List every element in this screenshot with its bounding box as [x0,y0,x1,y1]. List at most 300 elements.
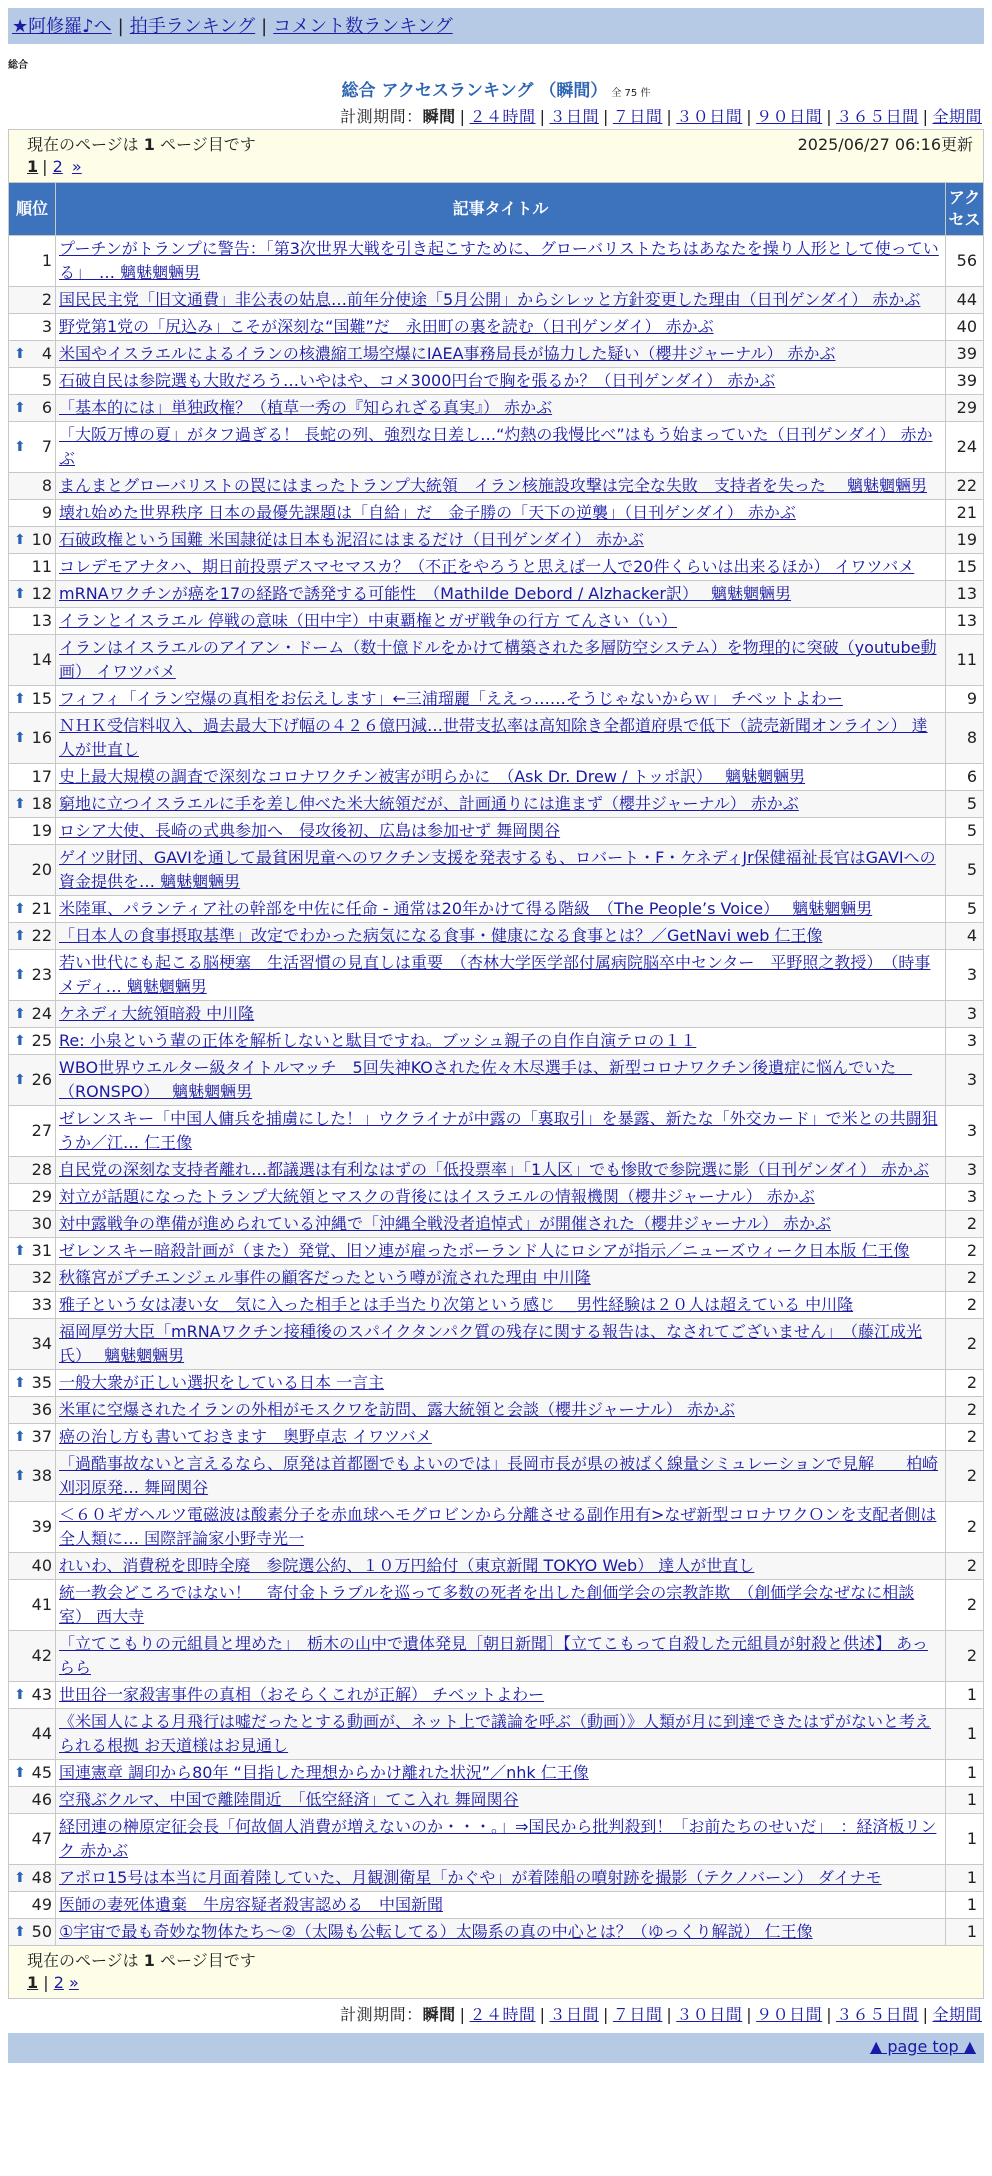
rank-cell [9,1451,56,1502]
rank-number: 25 [31,1031,52,1050]
rank-cell [9,287,56,314]
table-row [9,1682,984,1709]
article-link[interactable]: 「基本的には」単独政権？（植草一秀の『知られざる真実』） 赤かぶ [59,398,553,417]
rank-cell [9,554,56,581]
rank-up-arrow-icon: ⬆ [14,439,26,455]
rank-number: 37 [31,1427,52,1446]
access-count: 2 [946,1319,984,1370]
access-count: 2 [946,1502,984,1553]
table-row [9,1631,984,1682]
article-link[interactable]: 米国やイスラエルによるイランの核濃縮工場空爆にIAEA事務局長が協力した疑い（櫻井ジャーナル） 赤かぶ [59,344,836,363]
rank-number: 39 [31,1517,52,1536]
home-link[interactable]: ★阿修羅♪へ [12,16,112,37]
table-row [9,1580,984,1631]
rank-number: 48 [31,1868,52,1887]
article-link[interactable]: 「大阪万博の夏」がタフ過ぎる！ 長蛇の列、強烈な日差し…“灼熱の我慢比べ”はもう始まっていた（日刊ゲンダイ） 赤かぶ [59,425,933,468]
ranking-heading [8,76,984,101]
article-link[interactable]: 壊れ始めた世界秩序 日本の最優先課題は「自給」だ 金子勝の「天下の逆襲」（日刊ゲンダイ） 赤かぶ [59,503,796,522]
rank-cell [9,1238,56,1265]
rank-up-arrow-icon: ⬆ [14,346,26,362]
article-link[interactable]: 「過酷事故ないと言えるなら、原発は首都圏でもよいのでは」長岡市長が県の被ばく線量シミュレーションで見解 柏崎刈羽原発… 舞岡関谷 [59,1454,939,1497]
period-link[interactable]: 全期間 [932,107,982,126]
table-row [9,554,984,581]
table-row [9,1760,984,1787]
table-row [9,527,984,554]
table-row [9,1211,984,1238]
rank-number: 22 [31,926,52,945]
rank-cell [9,473,56,500]
page-info-top [8,129,984,182]
rank-cell [9,686,56,713]
article-link[interactable]: れいわ、消費税を即時全廃 参院選公約、１０万円給付（東京新聞 TOKYO Web） 達人が世直し [59,1556,755,1575]
table-row [9,1292,984,1319]
access-count: 39 [946,368,984,395]
access-count: 21 [946,500,984,527]
article-link[interactable]: WBO世界ウエルター級タイトルマッチ 5回失神KOされた佐々木尽選手は、新型コロナワクチン後遺症に悩んでいた （RONSPO） 魑魅魍魎男 [59,1058,913,1101]
table-row [9,1865,984,1892]
article-link[interactable]: 経団連の榊原定征会長「何故個人消費が増えないのか・・・。」⇒国民から批判殺到！「お前たちのせいだ」 ：経済板リンク 赤かぶ [59,1817,937,1860]
article-link[interactable]: 米陸軍、パランティア社の幹部を中佐に任命 - 通常は20年かけて得る階級 （The People’s Voice） 魑魅魍魎男 [59,899,873,918]
article-link[interactable]: 雅子という女は凄い女＿気に入った相手とは手当たり次第という感じ ＿男性経験は２０人は超えている 中川隆 [59,1295,854,1314]
article-link[interactable]: コレデモアナタハ、期日前投票デスマセマスカ？（不正をやろうと思えば一人で20件くらいは出来るほか） イワツバメ [59,557,915,576]
rank-number: 19 [31,821,52,840]
pagination-bottom: 1 | 2 » [27,1973,79,1992]
rank-cell [9,845,56,896]
article-link[interactable]: 窮地に立つイスラエルに手を差し伸べた米大統領だが、計画通りには進まず（櫻井ジャーナル） 赤かぶ [59,794,799,813]
article-link[interactable]: 史上最大規模の調査で深刻なコロナワクチン被害が明らかに （Ask Dr. Drew / トッポ訳） 魑魅魍魎男 [59,767,806,786]
rank-cell [9,896,56,923]
rank-up-arrow-icon: ⬆ [14,1006,26,1022]
title-cell [56,713,946,764]
article-link[interactable]: アポロ15号は本当に月面着陸していた、月観測衛星「かぐや」が着陸船の噴射跡を撮影（テクノバーン） ダイナモ [59,1868,882,1887]
rank-cell [9,1028,56,1055]
access-count: 11 [946,635,984,686]
table-row [9,1001,984,1028]
period-divider: | [922,2005,929,2024]
period-link[interactable]: ２４時間 [469,107,536,126]
rank-number: 16 [31,728,52,747]
article-link[interactable]: まんまとグローバリストの罠にはまったトランプ大統領 イラン核施設攻撃は完全な失敗 支持者を失った 魑魅魍魎男 [59,476,927,495]
access-count: 44 [946,287,984,314]
article-link[interactable]: ロシア大使、長崎の式典参加へ 侵攻後初、広島は参加せず 舞岡関谷 [59,821,561,840]
article-link[interactable]: プーチンがトランプに警告：「第3次世界大戦を引き起こすために、グローバリストたちはあなたを操り人形として使っている」 … 魑魅魍魎男 [59,239,939,282]
rank-cell [9,1157,56,1184]
period-divider: | [666,2005,673,2024]
access-column-header: アクセス [946,183,984,236]
access-count: 2 [946,1553,984,1580]
rank-number: 40 [31,1556,52,1575]
title-cell [56,527,946,554]
article-link[interactable]: 「立てこもりの元組員と埋めた」 栃木の山中で遺体発見［朝日新聞］【立てこもって自殺した元組員が射殺と供述】 あっらら [59,1634,928,1677]
rank-cell [9,791,56,818]
title-cell [56,1892,946,1919]
page-link-2[interactable]: 2 [53,1973,64,1992]
access-count: 2 [946,1370,984,1397]
title-cell [56,635,946,686]
rank-number: 5 [41,371,52,390]
access-count: 3 [946,1001,984,1028]
access-count: 19 [946,527,984,554]
article-link[interactable]: 石破政権という国難 米国隷従は日本も泥沼にはまるだけ（日刊ゲンダイ） 赤かぶ [59,530,644,549]
rank-number: 2 [41,290,52,309]
rank-number: 12 [31,584,52,603]
table-row [9,1157,984,1184]
title-cell [56,1682,946,1709]
table-row [9,368,984,395]
period-divider: | [602,107,609,126]
rank-number: 44 [31,1724,52,1743]
table-row [9,1397,984,1424]
rank-cell [9,1892,56,1919]
title-cell [56,395,946,422]
article-link[interactable]: 空飛ぶクルマ、中国で離陸間近 「低空経済」てこ入れ 舞岡関谷 [59,1790,519,1809]
page-info-bottom: 現在のページは 1 ページ目です 1 | 2 » [8,1946,984,1999]
table-row [9,1106,984,1157]
rank-number: 36 [31,1400,52,1419]
article-link[interactable]: 癌の治し方も書いておきます 奥野卓志 イワツバメ [59,1427,432,1446]
title-cell [56,1265,946,1292]
rank-number: 45 [31,1763,52,1782]
table-row [9,1238,984,1265]
table-row [9,314,984,341]
title-cell [56,314,946,341]
rank-cell [9,1709,56,1760]
article-link[interactable]: 福岡厚労大臣「mRNAワクチン接種後のスパイクタンパク質の残存に関する報告は、なされてございません」 （藤江成光氏） 魑魅魍魎男 [59,1322,923,1365]
table-row [9,608,984,635]
article-link[interactable]: 「日本人の食事摂取基準」改定でわかった病気になる食事・健康になる食事とは？／GetNavi web 仁王像 [59,926,823,945]
rank-cell [9,395,56,422]
rank-up-arrow-icon: ⬆ [14,730,26,746]
rank-number: 41 [31,1595,52,1614]
rank-cell [9,1397,56,1424]
title-cell [56,818,946,845]
access-count: 3 [946,1184,984,1211]
article-link[interactable]: 秋篠宮がプチエンジェル事件の顧客だったという噂が流された理由 中川隆 [59,1268,591,1287]
period-link[interactable]: ９０日間 [756,2005,823,2024]
title-cell [56,1709,946,1760]
pagination: 1 | 2 » [27,157,82,176]
title-cell [56,287,946,314]
period-current: 瞬間 [422,107,456,126]
rank-cell [9,1580,56,1631]
access-count: 2 [946,1631,984,1682]
rank-cell [9,1502,56,1553]
table-row [9,1184,984,1211]
access-count: 5 [946,896,984,923]
table-row [9,1553,984,1580]
page-next-link[interactable]: » [68,1973,79,1992]
article-link[interactable]: ＜６０ギガヘルツ電磁波は酸素分子を赤血球ヘモグロビンから分離させる副作用有>なぜ新型コロナワクＯンを支配者側は全人類に… 国際評論家小野寺光一 [59,1505,937,1548]
rank-number: 35 [31,1373,52,1392]
access-count: 1 [946,1787,984,1814]
rank-number: 46 [31,1790,52,1809]
period-divider: | [922,107,929,126]
rank-cell [9,581,56,608]
article-link[interactable]: 国民民主党「旧文通費」非公表の姑息…前年分使途「5月公開」からシレッと方針変更した理由（日刊ゲンダイ） 赤かぶ [59,290,921,309]
rank-up-arrow-icon: ⬆ [14,1375,26,1391]
rank-up-arrow-icon: ⬆ [14,1468,26,1484]
rank-cell [9,1184,56,1211]
period-link[interactable]: 全期間 [932,2005,982,2024]
access-count: 2 [946,1238,984,1265]
article-link[interactable]: イランとイスラエル 停戦の意味（田中宇）中東覇権とガザ戦争の行方 てんさい（い） [59,611,678,630]
table-row [9,686,984,713]
access-count: 13 [946,581,984,608]
title-cell [56,950,946,1001]
rank-up-arrow-icon: ⬆ [14,400,26,416]
period-divider: | [826,2005,833,2024]
rank-cell [9,1814,56,1865]
table-row [9,845,984,896]
page-top-link[interactable]: ▲ page top ▲ [869,2037,976,2056]
rank-up-arrow-icon: ⬆ [14,691,26,707]
rank-up-arrow-icon: ⬆ [14,1924,26,1940]
access-count: 3 [946,1055,984,1106]
title-cell [56,1292,946,1319]
table-row [9,1919,984,1946]
access-count: 3 [946,950,984,1001]
period-link[interactable]: ３０日間 [676,107,743,126]
period-link[interactable]: ３日間 [549,2005,599,2024]
access-count: 1 [946,1709,984,1760]
period-divider: | [459,2005,466,2024]
article-link[interactable]: ①宇宙で最も奇妙な物体たち〜②（太陽も公転してる）太陽系の真の中心とは？（ゆっくり解説） 仁王像 [59,1922,813,1941]
rank-number: 11 [31,557,52,576]
rank-number: 34 [31,1334,52,1353]
access-count: 24 [946,422,984,473]
period-divider: | [746,107,753,126]
article-link[interactable]: 野党第1党の「尻込み」こそが深刻な“国難”だ 永田町の裏を読む（日刊ゲンダイ） 赤かぶ [59,317,714,336]
rank-up-arrow-icon: ⬆ [14,1687,26,1703]
rank-cell [9,818,56,845]
rank-up-arrow-icon: ⬆ [14,1765,26,1781]
title-cell [56,1814,946,1865]
article-link[interactable]: mRNAワクチンが癌を17の経路で誘発する可能性 （Mathilde Debord / Alzhacker訳） 魑魅魍魎男 [59,584,792,603]
rank-cell [9,635,56,686]
rank-cell [9,314,56,341]
page-current: 1 [27,157,39,176]
rank-number: 7 [41,437,52,456]
access-count: 2 [946,1580,984,1631]
clap-ranking-link[interactable]: 拍手ランキング [129,16,256,37]
period-link[interactable]: ３０日間 [676,2005,743,2024]
access-count: 4 [946,923,984,950]
title-cell [56,1919,946,1946]
comment-ranking-link[interactable]: コメント数ランキング [273,16,453,37]
access-count: 1 [946,1865,984,1892]
access-count: 3 [946,1157,984,1184]
table-header-row [9,183,984,236]
table-row [9,1814,984,1865]
rank-number: 14 [31,650,52,669]
rank-cell [9,422,56,473]
access-count: 6 [946,764,984,791]
table-row [9,923,984,950]
access-count: 3 [946,1028,984,1055]
table-row [9,1265,984,1292]
period-link[interactable]: ２４時間 [469,2005,536,2024]
page-current: 1 [27,1973,39,1992]
article-link[interactable]: 自民党の深刻な支持者離れ…都議選は有利なはずの「低投票率」「1人区」でも惨敗で参院選に影（日刊ゲンダイ） 赤かぶ [59,1160,929,1179]
rank-cell [9,1106,56,1157]
period-link[interactable]: ７日間 [612,2005,663,2024]
access-count: 15 [946,554,984,581]
rank-cell [9,950,56,1001]
rank-number: 29 [31,1187,52,1206]
article-link[interactable]: ゼレンスキー「中国人傭兵を捕虜にした！」ウクライナが中露の「裏取引」を暴露、新たな「外交カード」で米との共闘狙うか／江… 仁王像 [59,1109,938,1152]
rank-cell [9,1370,56,1397]
rank-number: 1 [41,251,52,270]
rank-cell [9,608,56,635]
rank-cell [9,1211,56,1238]
title-cell [56,1865,946,1892]
article-link[interactable]: 国連憲章 調印から80年 “目指した理想からかけ離れた状況”／nhk 仁王像 [59,1763,589,1782]
rank-column-header: 順位 [9,183,56,236]
article-link[interactable]: 対立が話題になったトランプ大統領とマスクの背後にはイスラエルの情報機関（櫻井ジャーナル） 赤かぶ [59,1187,815,1206]
article-link[interactable]: イランはイスラエルのアイアン・ドーム（数十億ドルをかけて構築された多層防空システム）を物理的に突破（youtube動画） イワツバメ [59,638,937,681]
rank-number: 26 [31,1070,52,1089]
rank-up-arrow-icon: ⬆ [14,1429,26,1445]
period-divider: | [602,2005,609,2024]
title-cell [56,1424,946,1451]
article-link[interactable]: 対中露戦争の準備が進められている沖縄で「沖縄全戦没者追悼式」が開催された（櫻井ジャーナル） 赤かぶ [59,1214,831,1233]
table-row [9,422,984,473]
title-cell [56,1580,946,1631]
table-row [9,1028,984,1055]
table-row [9,1892,984,1919]
table-row [9,713,984,764]
article-link[interactable]: 一般大衆が正しい選択をしている日本 一言主 [59,1373,385,1392]
article-link[interactable]: 医師の妻死体遺棄 牛房容疑者殺害認める 中国新聞 [59,1895,444,1914]
rank-number: 49 [31,1895,52,1914]
article-link[interactable]: ゲイツ財団、GAVIを通して最貧困児童へのワクチン支援を発表するも、ロバート・F・ケネディJr保健福祉長官はGAVIへの資金提供を… 魑魅魍魎男 [59,848,936,891]
title-cell [56,1319,946,1370]
period-divider: | [539,107,546,126]
period-link[interactable]: ３６５日間 [836,107,919,126]
rank-cell [9,1265,56,1292]
title-cell [56,368,946,395]
rank-cell [9,764,56,791]
period-link[interactable]: ３日間 [549,107,599,126]
article-link[interactable]: 《米国人による月飛行は嘘だったとする動画が、ネット上で議論を呼ぶ（動画）》人類が月に到達できたはずがないと考えられる根拠 お天道様はお見通し [59,1712,932,1755]
rank-number: 24 [31,1004,52,1023]
top-nav: ★阿修羅♪へ | 拍手ランキング | コメント数ランキング [8,8,984,44]
title-cell [56,1760,946,1787]
title-cell [56,1370,946,1397]
period-selector-bottom [8,2003,982,2027]
title-cell [56,608,946,635]
rank-cell [9,1424,56,1451]
rank-cell [9,1055,56,1106]
access-count: 40 [946,314,984,341]
period-link[interactable]: ７日間 [612,107,663,126]
rank-number: 10 [31,530,52,549]
period-divider: | [539,2005,546,2024]
page-next-link[interactable]: » [71,157,82,176]
title-cell [56,1502,946,1553]
rank-up-arrow-icon: ⬆ [14,928,26,944]
rank-cell [9,236,56,287]
title-cell [56,791,946,818]
access-count: 29 [946,395,984,422]
article-link[interactable]: Re: 小泉という輩の正体を解析しないと駄目ですね。ブッシュ親子の自作自演テロの１１ [59,1031,697,1050]
rank-number: 6 [41,398,52,417]
rank-number: 47 [31,1829,52,1848]
title-cell [56,764,946,791]
access-count: 2 [946,1211,984,1238]
page-link-2[interactable]: 2 [52,157,63,176]
title-cell [56,581,946,608]
rank-number: 31 [31,1241,52,1260]
rank-cell [9,1553,56,1580]
title-cell [56,1184,946,1211]
article-link[interactable]: フィフィ「イラン空爆の真相をお伝えします」←三浦瑠麗「ええっ……そうじゃないからｗ」 チベットよわー [59,689,843,708]
rank-number: 33 [31,1295,52,1314]
title-cell [56,1028,946,1055]
rank-cell [9,368,56,395]
rank-up-arrow-icon: ⬆ [14,1072,26,1088]
rank-cell [9,1682,56,1709]
period-link[interactable]: ９０日間 [756,107,823,126]
rank-cell [9,1760,56,1787]
table-row [9,236,984,287]
rank-cell [9,1319,56,1370]
rank-cell [9,713,56,764]
rank-number: 43 [31,1685,52,1704]
table-row [9,1055,984,1106]
article-link[interactable]: 米軍に空爆されたイランの外相がモスクワを訪問、露大統領と会談（櫻井ジャーナル） 赤かぶ [59,1400,735,1419]
access-count: 2 [946,1292,984,1319]
rank-cell [9,1001,56,1028]
rank-cell [9,923,56,950]
title-cell [56,686,946,713]
period-label: 計測期間： [340,107,423,126]
article-link[interactable]: 世田谷一家殺害事件の真相（おそらくこれが正解） チベットよわー [59,1685,545,1704]
access-count: 2 [946,1397,984,1424]
table-row [9,473,984,500]
article-link[interactable]: 若い世代にも起こる脳梗塞 生活習慣の見直しは重要 （杏林大学医学部付属病院脳卒中センター 平野照之教授） （時事メディ… 魑魅魍魎男 [59,953,931,996]
title-cell [56,1211,946,1238]
table-row [9,1709,984,1760]
period-link[interactable]: ３６５日間 [836,2005,919,2024]
title-cell [56,554,946,581]
article-link[interactable]: 統一教会どころではない！ 寄付金トラブルを巡って多数の死者を出した創価学会の宗教詐欺 （創価学会なぜなに相談室） 西大寺 [59,1583,915,1626]
rank-cell [9,1787,56,1814]
table-row [9,950,984,1001]
rank-number: 15 [31,689,52,708]
title-cell [56,1055,946,1106]
rank-up-arrow-icon: ⬆ [14,1243,26,1259]
access-count: 1 [946,1814,984,1865]
article-link[interactable]: ケネディ大統領暗殺 中川隆 [59,1004,255,1023]
period-selector [8,105,982,129]
footer-bar [8,2033,984,2063]
rank-number: 20 [31,860,52,879]
article-link[interactable]: ゼレンスキー暗殺計画が（また）発覚、旧ソ連が雇ったポーランド人にロシアが指示／ニューズウィーク日本版 仁王像 [59,1241,910,1260]
title-cell [56,1157,946,1184]
access-count: 22 [946,473,984,500]
rank-number: 18 [31,794,52,813]
rank-number: 17 [31,767,52,786]
title-cell [56,422,946,473]
article-link[interactable]: 石破自民は参院選も大敗だろう…いやはや、コメ3000円台で胸を張るか？（日刊ゲンダイ） 赤かぶ [59,371,776,390]
table-row [9,341,984,368]
table-row [9,500,984,527]
title-cell [56,1001,946,1028]
period-divider: | [459,107,466,126]
access-count: 2 [946,1451,984,1502]
article-link[interactable]: ＮＨＫ受信料収入、過去最大下げ幅の４２６億円減…世帯支払率は高知除き全都道府県で低下（読売新聞オンライン） 達人が世直し [59,716,928,759]
